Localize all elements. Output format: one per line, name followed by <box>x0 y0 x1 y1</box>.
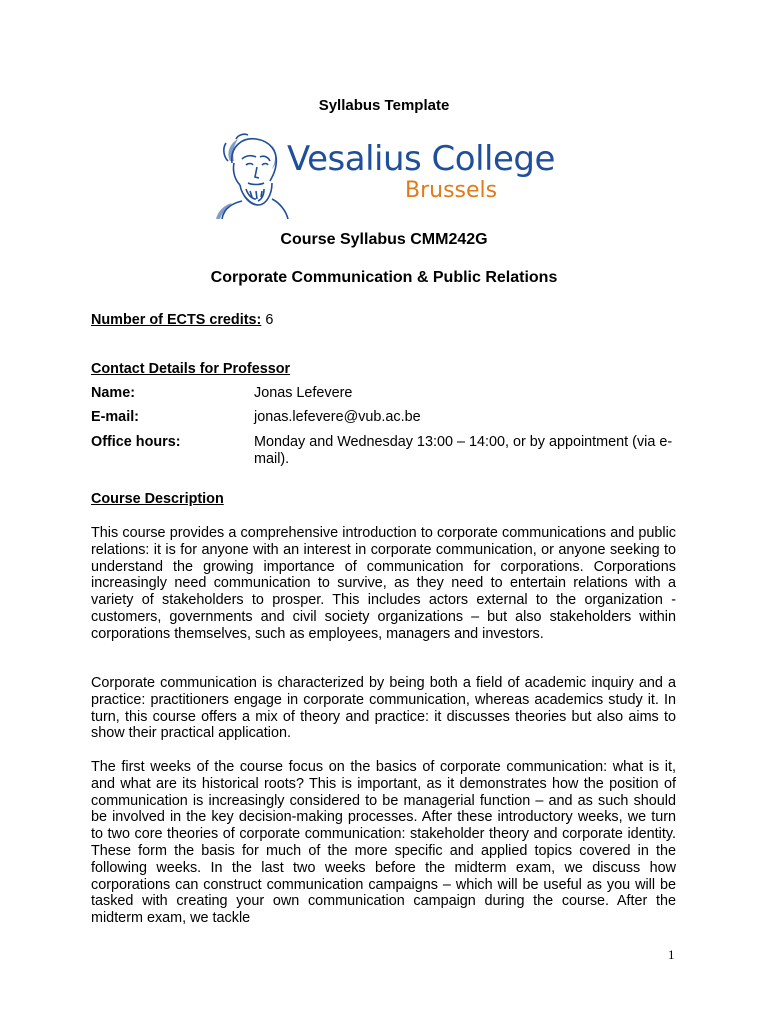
course-description-heading: Course Description <box>91 491 224 507</box>
contact-heading: Contact Details for Professor <box>91 361 291 377</box>
credits-value: 6 <box>265 312 274 328</box>
logo-city-name: Brussels <box>405 178 498 203</box>
credits-line <box>91 312 273 329</box>
college-logo <box>212 133 555 219</box>
credits-label: Number of ECTS credits: <box>91 312 262 328</box>
description-paragraph: Corporate communication is characterized by being both a field of academic inquiry and a practice: practitioners engage in corporate communication, whereas academics study it. In turn, this course offers a mix of theory and practice: it discusses theories but also aims to show their practical application. <box>91 675 676 742</box>
page-number: 1 <box>668 947 675 962</box>
contact-name-label: Name: <box>91 385 135 401</box>
template-label: Syllabus Template <box>318 97 450 114</box>
contact-name-row <box>91 385 353 402</box>
description-paragraph: The first weeks of the course focus on the basics of corporate communication: what is it, and what are its historical roots? This is important, as it demonstrates how the position of communication is increasingly considered to be managerial function – and as such should be involved in the key decision-making processes. After these introductory weeks, we turn to two core theories of corporate communication: stakeholder theory and corporate identity. These form the basis for much of the more specific and applied topics covered in the following weeks. In the last two weeks before the midterm exam, we discuss how corporations can construct communication campaigns – which will be useful as you will be tasked with creating your own communication campaign during the course. After the midterm exam, we tackle <box>91 759 676 927</box>
contact-hours-row <box>91 434 673 467</box>
course-code-title: Course Syllabus CMM242G <box>280 231 488 248</box>
vesalius-portrait-icon <box>212 133 290 219</box>
contact-email-label: E-mail: <box>91 409 139 425</box>
contact-hours-value: Monday and Wednesday 13:00 – 14:00, or by appointment (via e-mail). <box>254 434 673 467</box>
contact-name-value: Jonas Lefevere <box>254 385 353 401</box>
logo-college-name: Vesalius College <box>287 139 555 179</box>
contact-email-value[interactable]: jonas.lefevere@vub.ac.be <box>254 409 421 425</box>
contact-hours-label: Office hours: <box>91 434 181 450</box>
contact-email-row <box>91 409 421 426</box>
description-paragraph: This course provides a comprehensive introduction to corporate communications and public relations: it is for anyone with an interest in corporate communication, or anyone seeking to understand the growing importance of communication for corporations. Corporations increasingly need communication to survive, as they need to entertain relations with a variety of stakeholders to prosper. This includes actors external to the organization - customers, governments and civil society organizations – but also stakeholders within corporations themselves, such as employees, managers and investors. <box>91 525 676 642</box>
course-name: Corporate Communication & Public Relations <box>210 269 558 286</box>
